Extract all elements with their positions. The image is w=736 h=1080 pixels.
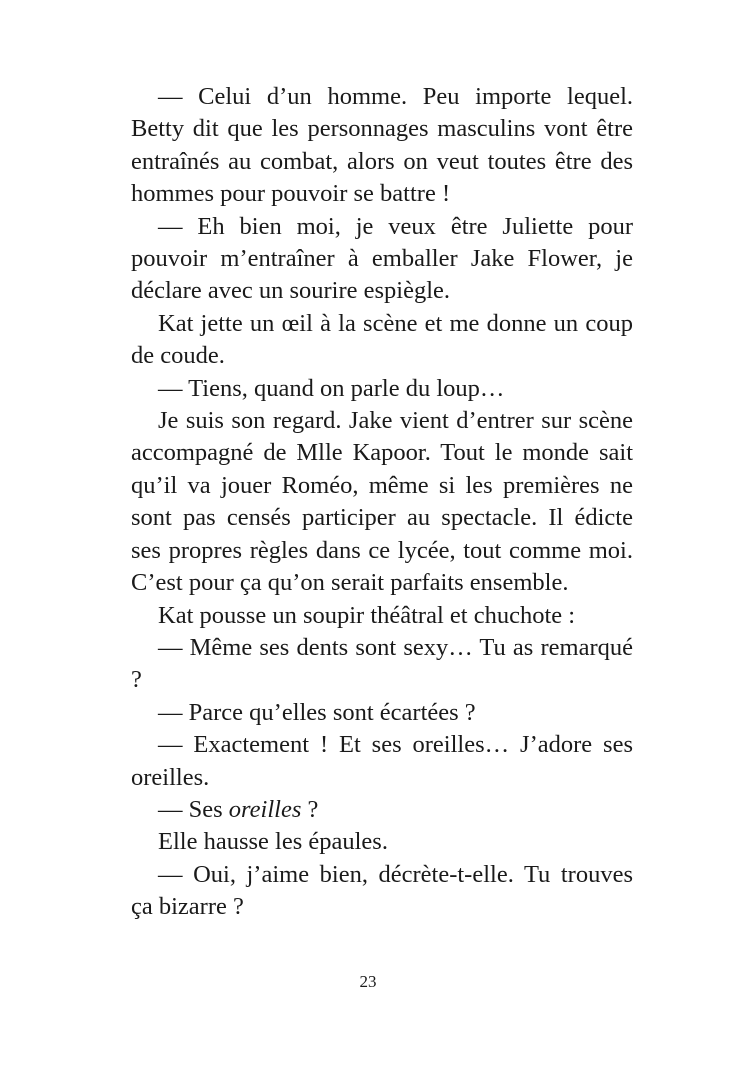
paragraph-dialogue-1: — Celui d’un homme. Peu importe lequel. Betty dit que les personnages masculins vont être entraînés au combat, alors on veut toutes être des hommes pour pouvoir se battre !: [131, 83, 633, 208]
paragraph-dialogue-5: — Parce qu’elles sont écartées ?: [158, 698, 476, 726]
emphasized-word: oreilles: [228, 795, 302, 823]
page-number: 23: [359, 972, 377, 991]
paragraph-narration-3: Kat pousse un soupir théâtral et chuchote :: [158, 601, 576, 629]
page-body: [131, 81, 633, 924]
paragraph-dialogue-3: — Tiens, quand on parle du loup…: [158, 374, 505, 402]
paragraph-dialogue-4: — Même ses dents sont sexy… Tu as remarqué ?: [131, 633, 633, 694]
paragraph-dialogue-6: — Exactement ! Et ses oreilles… J’adore ses oreilles.: [131, 731, 633, 791]
dialogue-suffix: ?: [301, 795, 319, 823]
paragraph-dialogue-8: — Oui, j’aime bien, décrète-t-elle. Tu trouves ça bizarre ?: [131, 860, 633, 921]
paragraph-narration-1: Kat jette un œil à la scène et me donne un coup de coude.: [131, 309, 633, 370]
paragraph-narration-2: Je suis son regard. Jake vient d’entrer sur scène accompagné de Mlle Kapoor. Tout le monde sait qu’il va jouer Roméo, même si les premières ne sont pas censés participer au spectacle. Il édicte ses propres règles dans ce lycée, tout comme moi. C’est pour ça qu’on serait parfaits ensemble.: [131, 407, 633, 597]
dialogue-prefix: — Ses: [158, 795, 229, 823]
paragraph-narration-4: Elle hausse les épaules.: [158, 828, 388, 856]
paragraph-dialogue-7: [131, 794, 633, 826]
paragraph-dialogue-2: — Eh bien moi, je veux être Juliette pour pouvoir m’entraîner à emballer Jake Flower, je déclare avec un sourire espiègle.: [131, 212, 633, 305]
